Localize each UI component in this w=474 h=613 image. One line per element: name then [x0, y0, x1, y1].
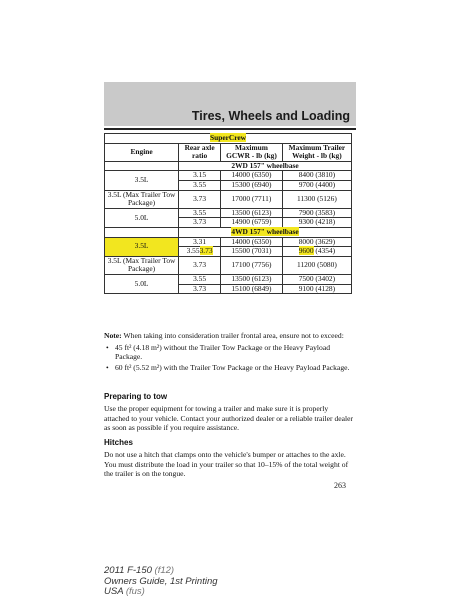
cell-trailer: 8000 (3629)	[282, 237, 351, 247]
trailer-kg: (4354)	[313, 246, 336, 256]
note-text: When taking into consideration trailer frontal area, ensure not to exceed:	[121, 331, 344, 340]
table-row	[105, 190, 352, 208]
cell-gcwr: 17100 (7756)	[221, 256, 283, 274]
table-row	[105, 256, 352, 274]
towing-spec-table	[104, 133, 352, 294]
table-row	[105, 274, 352, 284]
cell-trailer: 9700 (4400)	[282, 180, 351, 190]
cell-gcwr: 13500 (6123)	[221, 208, 283, 218]
list-item: • 60 ft² (5.52 m²) with the Trailer Tow Package or the Heavy Payload Package.	[106, 362, 350, 372]
preparing-heading: Preparing to tow	[104, 392, 168, 401]
table-section-title: SuperCrew	[210, 133, 246, 142]
subheader-4wd: 4WD 157" wheelbase	[231, 226, 299, 236]
col-header-gcwr: Maximum GCWR - lb (kg)	[221, 143, 283, 161]
cell-ratio	[179, 247, 221, 257]
cell-ratio: 3.15	[179, 171, 221, 181]
note-paragraph	[104, 331, 354, 341]
ratio-value: 3.55	[186, 246, 200, 256]
cell-trailer: 8400 (3810)	[282, 171, 351, 181]
cell-ratio: 3.73	[179, 218, 221, 228]
footer-line-1: 2011 F-150 (f12)	[104, 565, 175, 576]
note-label: Note:	[104, 331, 122, 340]
subheader-2wd: 2WD 157" wheelbase	[179, 161, 352, 171]
cell-gcwr: 17000 (7711)	[221, 190, 283, 208]
footer-line-3: USA (fus)	[104, 586, 145, 597]
cell-engine: 3.5L	[105, 171, 179, 190]
cell-trailer: 11300 (5126)	[282, 190, 351, 208]
cell-trailer: 9300 (4218)	[282, 218, 351, 228]
trailer-highlight: 9600	[298, 246, 314, 256]
cell-ratio: 3.73	[179, 190, 221, 208]
bullet-icon: •	[106, 362, 109, 372]
list-item: • 45 ft² (4.18 m²) without the Trailer Tow Package or the Heavy Payload Package.	[106, 342, 330, 362]
col-header-trailer: Maximum Trailer Weight - lb (kg)	[282, 143, 351, 161]
cell-ratio: 3.55	[179, 180, 221, 190]
hitches-text: Do not use a hitch that clamps onto the vehicle's bumper or attaches to the axle. You must distribute the load in your trailer so that 10–15% of the total weight of the trailer is on the tongue.	[104, 450, 349, 479]
section-header-band	[104, 82, 356, 126]
cell-gcwr: 14000 (6350)	[221, 171, 283, 181]
cell-ratio: 3.55	[179, 274, 221, 284]
header-rule	[104, 128, 356, 130]
section-title: Tires, Wheels and Loading	[191, 109, 350, 123]
cell-gcwr: 14900 (6759)	[221, 218, 283, 228]
cell-gcwr: 14000 (6350)	[221, 237, 283, 247]
cell-trailer: 7900 (3583)	[282, 208, 351, 218]
ratio-highlight: 3.73	[199, 246, 213, 256]
cell-trailer	[282, 247, 351, 257]
cell-ratio: 3.55	[179, 208, 221, 218]
cell-trailer: 11200 (5080)	[282, 256, 351, 274]
cell-gcwr: 15500 (7031)	[221, 247, 283, 257]
cell-ratio: 3.73	[179, 256, 221, 274]
cell-ratio: 3.73	[179, 284, 221, 294]
table-header-row	[105, 143, 352, 161]
footer	[104, 566, 218, 598]
cell-engine: 3.5L (Max Trailer Tow Package)	[105, 190, 179, 208]
note-bullets	[104, 343, 354, 373]
table-title-row	[105, 134, 352, 144]
cell-gcwr: 15100 (6849)	[221, 284, 283, 294]
cell-engine: 5.0L	[105, 208, 179, 227]
col-header-ratio: Rear axle ratio	[179, 143, 221, 161]
subheader-4wd-row	[105, 227, 352, 237]
cell-engine: 5.0L	[105, 274, 179, 293]
cell-trailer: 7500 (3402)	[282, 274, 351, 284]
cell-engine: 3.5L	[105, 237, 179, 256]
hitches-heading: Hitches	[104, 438, 133, 447]
cell-ratio: 3.31	[179, 237, 221, 247]
cell-engine: 3.5L (Max Trailer Tow Package)	[105, 256, 179, 274]
footer-line-2: Owners Guide, 1st Printing	[104, 575, 218, 587]
note-block	[104, 331, 354, 373]
page-number: 263	[334, 481, 346, 490]
bullet-icon: •	[106, 342, 109, 352]
cell-gcwr: 13500 (6123)	[221, 274, 283, 284]
cell-trailer: 9100 (4128)	[282, 284, 351, 294]
preparing-text: Use the proper equipment for towing a trailer and make sure it is properly attached to your vehicle. Contact your authorized dealer or a reliable trailer dealer as soon as possible if you require assistance.	[104, 404, 353, 433]
cell-gcwr: 15300 (6940)	[221, 180, 283, 190]
col-header-engine: Engine	[105, 143, 179, 161]
